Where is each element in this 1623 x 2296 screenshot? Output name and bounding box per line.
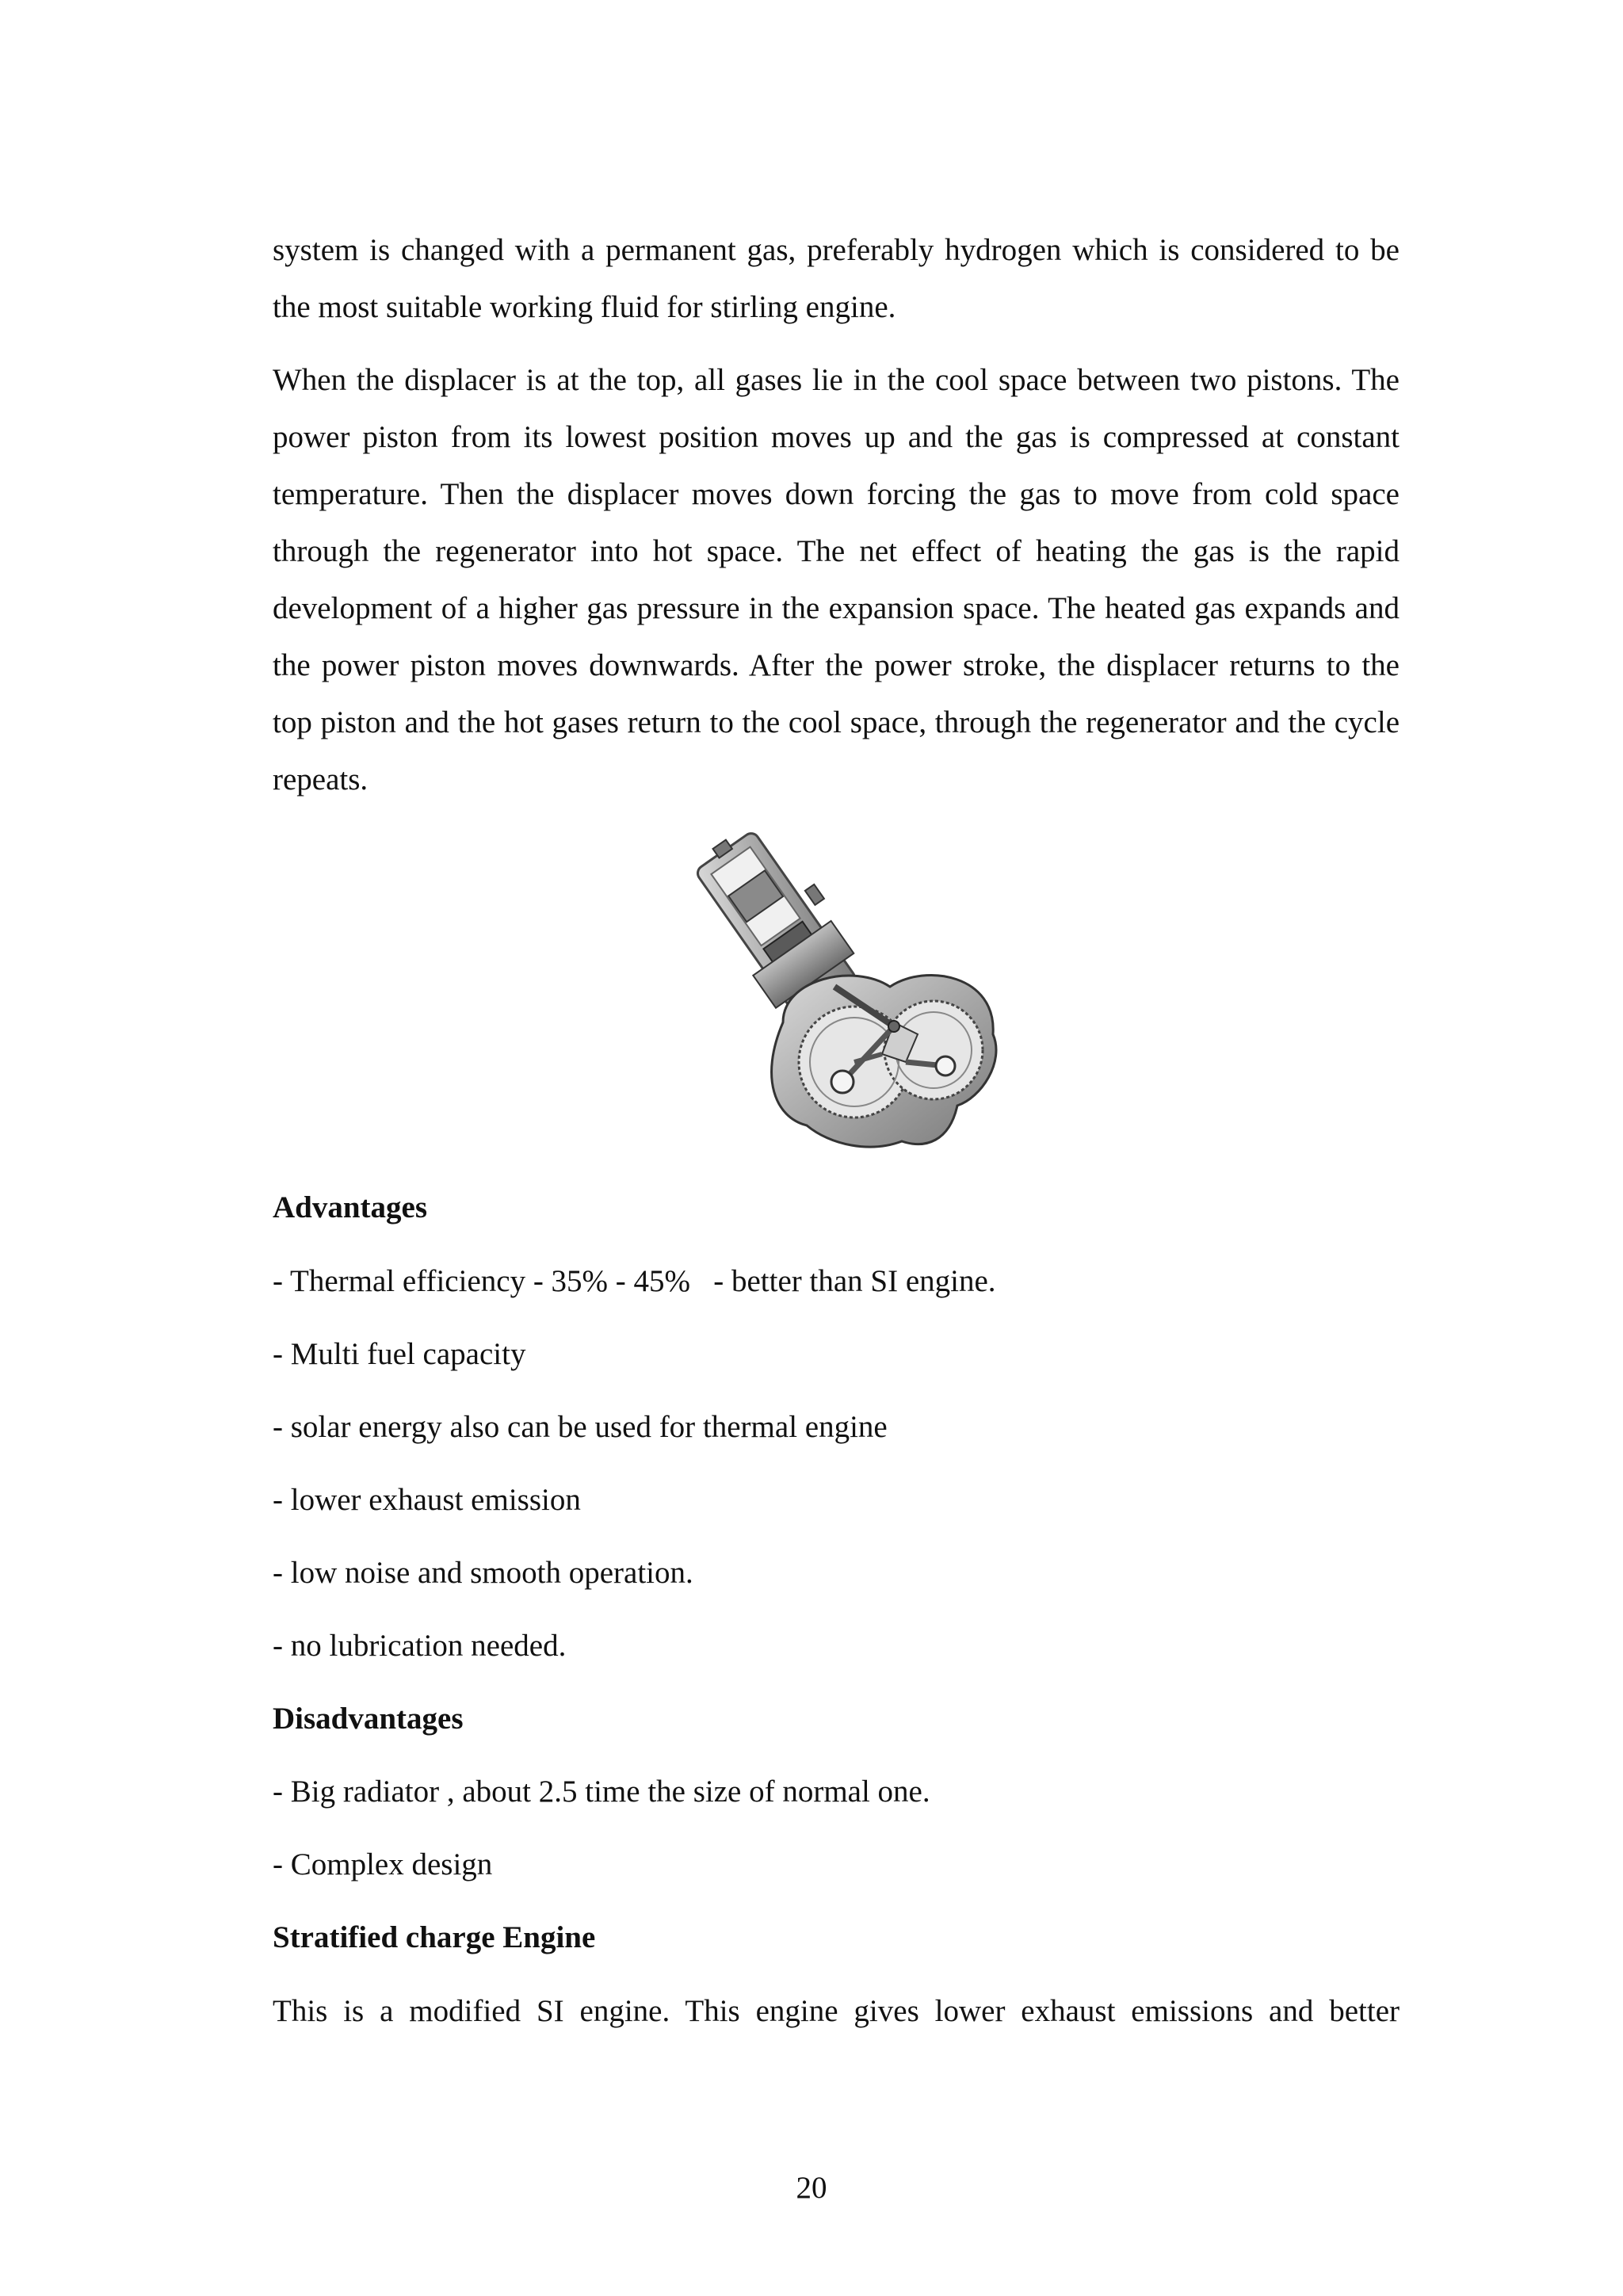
advantage-item: - no lubrication needed. xyxy=(273,1629,567,1663)
paragraph-text: This is a modified SI engine. This engine gives lower exhaust emissions and better xyxy=(273,1994,1400,2028)
stratified-heading: Stratified charge Engine xyxy=(273,1920,596,1954)
advantage-item: - Multi fuel capacity xyxy=(273,1337,526,1371)
disadvantage-item: - Complex design xyxy=(273,1847,493,1881)
advantage-item: - low noise and smooth operation. xyxy=(273,1556,693,1590)
stratified-paragraph xyxy=(273,1983,1400,2040)
disadvantage-item: - Big radiator , about 2.5 time the size of normal one. xyxy=(273,1775,930,1809)
page-number: 20 xyxy=(796,2171,827,2205)
paragraph-text: When the displacer is at the top, all gases lie in the cool space between two pistons. The power piston from its lowest position moves up and the gas is compressed at constant temperature. Then the displacer moves down forcing the gas to move from cold space through the regenerator into hot space. The net effect of heating the gas is the rapid development of a higher gas pressure in the expansion space. The heated gas expands and the power piston moves downwards. After the power stroke, the displacer returns to the top piston and the hot gases return to the cool space, through the regenerator and the cycle repeats. xyxy=(273,363,1400,797)
advantage-item: - lower exhaust emission xyxy=(273,1483,581,1517)
continuation-paragraph xyxy=(273,222,1400,336)
cycle-paragraph xyxy=(273,352,1400,808)
stirling-engine-figure xyxy=(664,824,1005,1165)
advantage-item: - solar energy also can be used for thermal engine xyxy=(273,1410,888,1444)
advantages-heading: Advantages xyxy=(273,1190,428,1224)
advantage-item: - Thermal efficiency - 35% - 45% - better than SI engine. xyxy=(273,1264,996,1298)
paragraph-text: system is changed with a permanent gas, preferably hydrogen which is considered to be the most suitable working fluid for stirling engine. xyxy=(273,233,1400,324)
stirling-engine-cutaway-illustration xyxy=(664,824,1005,1165)
disadvantages-heading: Disadvantages xyxy=(273,1702,464,1736)
